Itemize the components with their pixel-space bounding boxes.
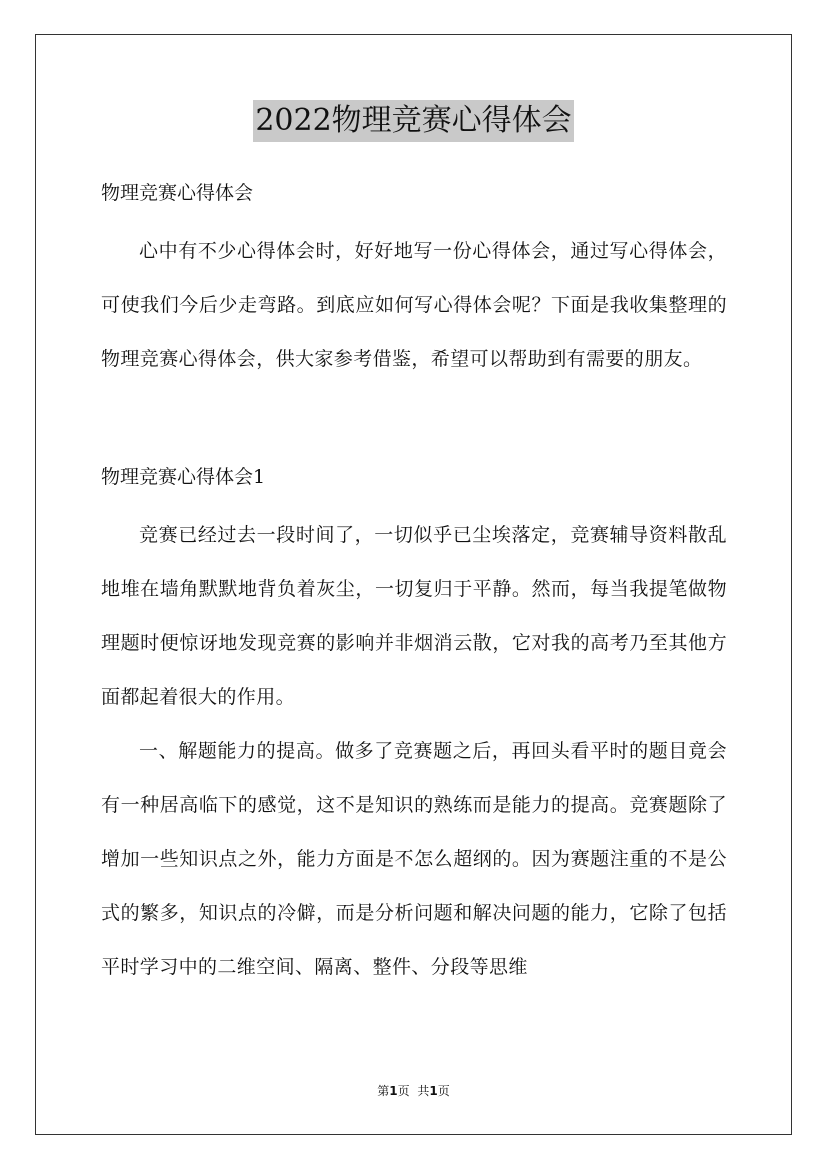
title-container bbox=[0, 100, 827, 142]
document-title: 2022物理竞赛心得体会 bbox=[253, 100, 573, 142]
section1-heading: 物理竞赛心得体会1 bbox=[101, 466, 266, 488]
page-number: 1 bbox=[389, 1084, 398, 1098]
section1-paragraph-2: 一、解题能力的提高。做多了竞赛题之后，再回头看平时的题目竟会有一种居高临下的感觉，这不是知识的熟练而是能力的提高。竞赛题除了增加一些知识点之外，能力方面是不怎么超纲的。因为赛题注重的不是公式的繁多，知识点的冷僻，而是分析问题和解决问题的能力，它除了包括平时学习中的二维空间、隔离、整件、分段等思维 bbox=[101, 740, 727, 978]
total-pages: 1 bbox=[429, 1084, 438, 1098]
total-label-suffix: 页 bbox=[437, 1084, 450, 1098]
section-spacer bbox=[101, 386, 727, 456]
intro-heading: 物理竞赛心得体会 bbox=[101, 182, 254, 204]
intro-paragraph: 心中有不少心得体会时，好好地写一份心得体会，通过写心得体会，可使我们今后少走弯路。到底应如何写心得体会呢？下面是我收集整理的物理竞赛心得体会，供大家参考借鉴，希望可以帮助到有需要的朋友。 bbox=[101, 240, 727, 370]
page-label-prefix: 第 bbox=[377, 1084, 390, 1098]
page-footer bbox=[0, 1081, 827, 1101]
total-label-prefix: 共 bbox=[417, 1084, 430, 1098]
section1-paragraph-1: 竞赛已经过去一段时间了，一切似乎已尘埃落定，竞赛辅导资料散乱地堆在墙角默默地背负着灰尘，一切复归于平静。然而，每当我提笔做物理题时便惊讶地发现竞赛的影响并非烟消云散，它对我的高考乃至其他方面都起着很大的作用。 bbox=[101, 524, 727, 708]
document-body bbox=[101, 172, 727, 994]
page-label-suffix: 页 bbox=[397, 1084, 410, 1098]
